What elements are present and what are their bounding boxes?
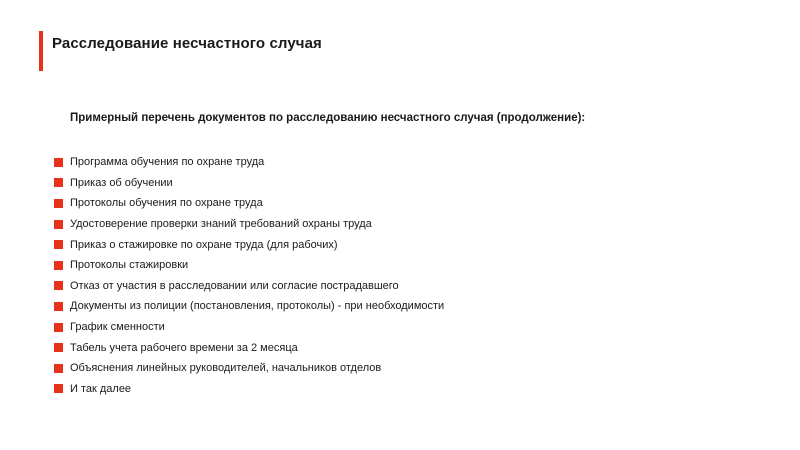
red-square-bullet-icon: [54, 343, 63, 352]
slide-title: Расследование несчастного случая: [52, 35, 322, 52]
red-square-bullet-icon: [54, 302, 63, 311]
list-heading: Примерный перечень документов по расследованию несчастного случая (продолжение):: [70, 112, 586, 124]
list-item-text: Программа обучения по охране труда: [70, 156, 265, 169]
list-item-text: Протоколы стажировки: [70, 259, 189, 272]
red-square-bullet-icon: [54, 323, 63, 332]
red-square-bullet-icon: [54, 178, 63, 187]
list-item: [54, 337, 444, 358]
red-square-bullet-icon: [54, 364, 63, 373]
list-item: [54, 193, 444, 214]
title-accent-bar: [39, 31, 43, 71]
red-square-bullet-icon: [54, 220, 63, 229]
list-item: [54, 152, 444, 173]
list-item-text: И так далее: [70, 382, 132, 395]
list-item: [54, 276, 444, 297]
red-square-bullet-icon: [54, 240, 63, 249]
list-item: [54, 317, 444, 338]
list-item-text: Протоколы обучения по охране труда: [70, 197, 263, 210]
list-item-text: График сменности: [70, 321, 165, 334]
list-item: [54, 255, 444, 276]
list-item: [54, 173, 444, 194]
list-item: [54, 358, 444, 379]
list-item-text: Документы из полиции (постановления, протоколы) - при необходимости: [70, 300, 445, 313]
document-list: [54, 152, 444, 399]
list-item-text: Приказ о стажировке по охране труда (для рабочих): [70, 238, 338, 251]
list-item: [54, 296, 444, 317]
list-item-text: Объяснения линейных руководителей, начальников отделов: [70, 362, 382, 375]
red-square-bullet-icon: [54, 158, 63, 167]
list-item-text: Отказ от участия в расследовании или согласие пострадавшего: [70, 279, 399, 292]
list-item: [54, 234, 444, 255]
red-square-bullet-icon: [54, 261, 63, 270]
red-square-bullet-icon: [54, 384, 63, 393]
list-item-text: Удостоверение проверки знаний требований охраны труда: [70, 218, 372, 231]
list-item: [54, 379, 444, 400]
red-square-bullet-icon: [54, 281, 63, 290]
list-item-text: Табель учета рабочего времени за 2 месяца: [70, 341, 298, 354]
list-item: [54, 214, 444, 235]
red-square-bullet-icon: [54, 199, 63, 208]
list-item-text: Приказ об обучении: [70, 176, 173, 189]
